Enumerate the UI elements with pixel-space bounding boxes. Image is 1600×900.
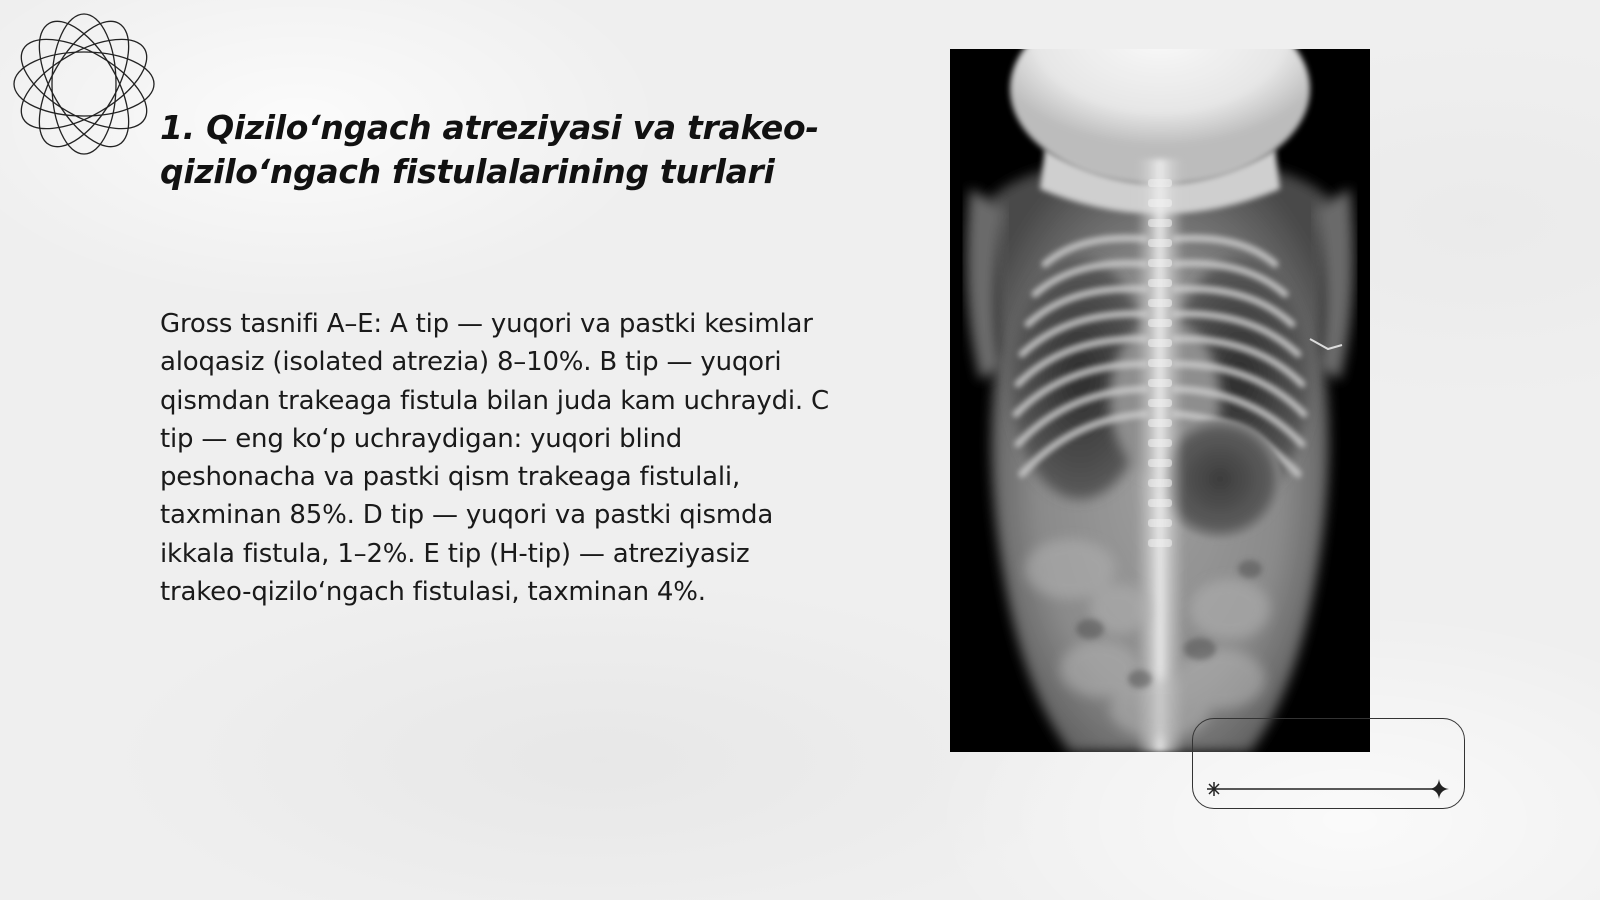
circular-lattice-icon	[10, 10, 158, 158]
slide-title: 1. Qizilo‘ngach atreziyasi va trakeo-qizilo‘ngach fistulalarining turlari	[160, 108, 819, 191]
sparkle-icon	[1207, 782, 1221, 796]
timeline-decoration	[1204, 778, 1450, 800]
four-point-star-icon	[1429, 779, 1449, 799]
xray-image	[950, 49, 1370, 752]
slide-body-text: Gross tasnifi A–E: A tip — yuqori va pastki kesimlar aloqasiz (isolated atrezia) 8–10%. B tip — yuqori qismdan trakeaga fistula bilan juda kam uchraydi. C tip — eng ko‘p uchraydigan: yuqori blind peshonacha va pastki qism trakeaga fistulali, taxminan 85%. D tip — yuqori va pastki qismda ikkala fistula, 1–2%. E tip (H-tip) — atreziyasiz trakeo-qizilo‘ngach fistulasi, taxminan 4%.	[160, 309, 829, 608]
